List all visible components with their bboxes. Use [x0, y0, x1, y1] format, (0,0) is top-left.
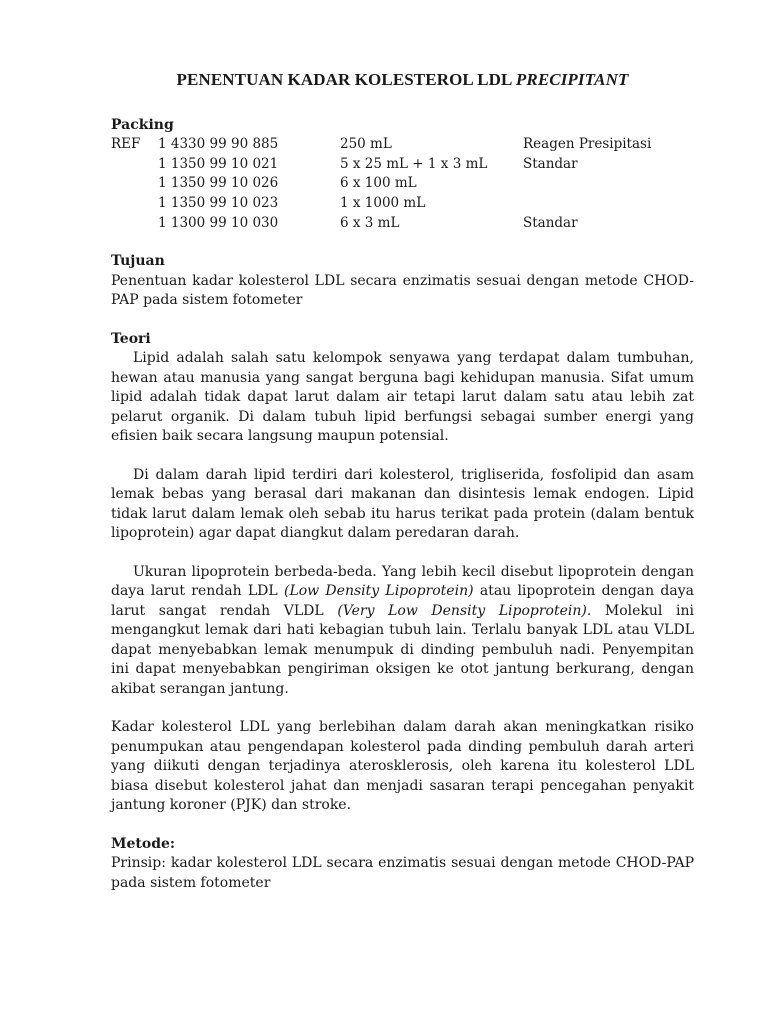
packing-volume: 6 x 3 mL: [340, 214, 400, 231]
packing-code: 1 1300 99 10 030: [158, 214, 279, 231]
packing-table: [111, 135, 694, 233]
packing-description: Standar: [523, 214, 578, 231]
packing-code: 1 1350 99 10 023: [158, 195, 279, 212]
teori-heading: Teori: [111, 330, 151, 347]
metode-heading: Metode:: [111, 835, 176, 852]
packing-volume: 5 x 25 mL + 1 x 3 mL: [340, 155, 488, 172]
metode-section: [111, 835, 694, 894]
packing-code: 1 1350 99 10 021: [158, 155, 279, 172]
packing-description: [523, 174, 694, 194]
teori-p3-text-c: Molekul ini mengangkut lemak dari hati kebagian tubuh lain. Terlalu banyak LDL atau VLDL dapat menyebabkan lemak menumpuk di dinding pembuluh nadi. Penyempitan ini dapat menyebabkan pengiriman oksigen ke otot jantung berkurang, dengan akibat serangan jantung.: [111, 602, 694, 697]
packing-ref: [111, 155, 158, 175]
table-row: [111, 214, 694, 234]
tujuan-heading: Tujuan: [111, 253, 165, 270]
teori-p3-italic-ldl: (Low Density Lipoprotein): [283, 583, 474, 600]
tujuan-text: Penentuan kadar kolesterol LDL secara enzimatis sesuai dengan metode CHOD-PAP pada sistem fotometer: [111, 272, 694, 309]
teori-p3-text-a: Ukuran lipoprotein berbeda-beda. Yang lebih kecil disebut lipoprotein dengan daya larut rendah LDL: [111, 563, 694, 600]
title-main: PENENTUAN KADAR KOLESTEROL LDL: [176, 70, 516, 89]
teori-p3-text-b: atau lipoprotein dengan daya larut sangat rendah VLDL: [111, 583, 694, 619]
teori-paragraph-2: Di dalam darah lipid terdiri dari kolesterol, trigliserida, fosfolipid dan asam lemak bebas yang berasal dari makanan dan disintesis lemak endogen. Lipid tidak larut dalam lemak oleh sebab itu harus terikat pada protein (dalam bentuk lipoprotein) agar dapat diangkut dalam peredaran darah.: [111, 466, 694, 542]
packing-description: [523, 194, 694, 214]
teori-paragraph-3: [111, 563, 694, 700]
packing-description: Reagen Presipitasi: [523, 136, 652, 152]
packing-volume: 250 mL: [340, 136, 392, 152]
tujuan-section: [111, 252, 694, 311]
packing-ref: REF: [111, 136, 141, 152]
packing-ref: [111, 194, 158, 214]
packing-ref: [111, 214, 158, 234]
packing-ref: [111, 174, 158, 194]
packing-volume: 6 x 100 mL: [340, 175, 417, 192]
packing-heading: Packing: [111, 116, 174, 133]
packing-description: Standar: [523, 155, 578, 172]
table-row: [111, 155, 694, 175]
table-row: [111, 194, 694, 214]
teori-section: [111, 330, 694, 816]
title-italic: PRECIPITANT: [515, 70, 629, 89]
document-page: [111, 70, 694, 893]
table-row: [111, 174, 694, 194]
metode-text: Prinsip: kadar kolesterol LDL secara enzimatis sesuai dengan metode CHOD-PAP pada sistem fotometer: [111, 855, 694, 891]
document-title: [111, 70, 694, 90]
packing-code: 1 1350 99 10 026: [158, 175, 279, 192]
packing-code: 1 4330 99 90 885: [158, 136, 279, 152]
packing-volume: 1 x 1000 mL: [340, 195, 426, 212]
teori-p3-italic-vldl: (Very Low Density Lipoprotein).: [337, 602, 592, 619]
table-row: [111, 135, 694, 155]
teori-paragraph-4: Kadar kolesterol LDL yang berlebihan dalam darah akan meningkatkan risiko penumpukan atau pengendapan kolesterol pada dinding pembuluh darah arteri yang diikuti dengan terjadinya aterosklerosis, oleh karena itu kolesterol LDL biasa disebut kolesterol jahat dan menjadi sasaran terapi pencegahan penyakit jantung koroner (PJK) dan stroke.: [111, 719, 694, 814]
teori-paragraph-1: Lipid adalah salah satu kelompok senyawa yang terdapat dalam tumbuhan, hewan atau manusia yang sangat berguna bagi kehidupan manusia. Sifat umum lipid adalah tidak dapat larut dalam air tetapi larut dalam satu atau lebih zat pelarut organik. Di dalam tubuh lipid berfungsi sebagai sumber energi yang efisien baik secara langsung maupun potensial.: [111, 350, 694, 445]
